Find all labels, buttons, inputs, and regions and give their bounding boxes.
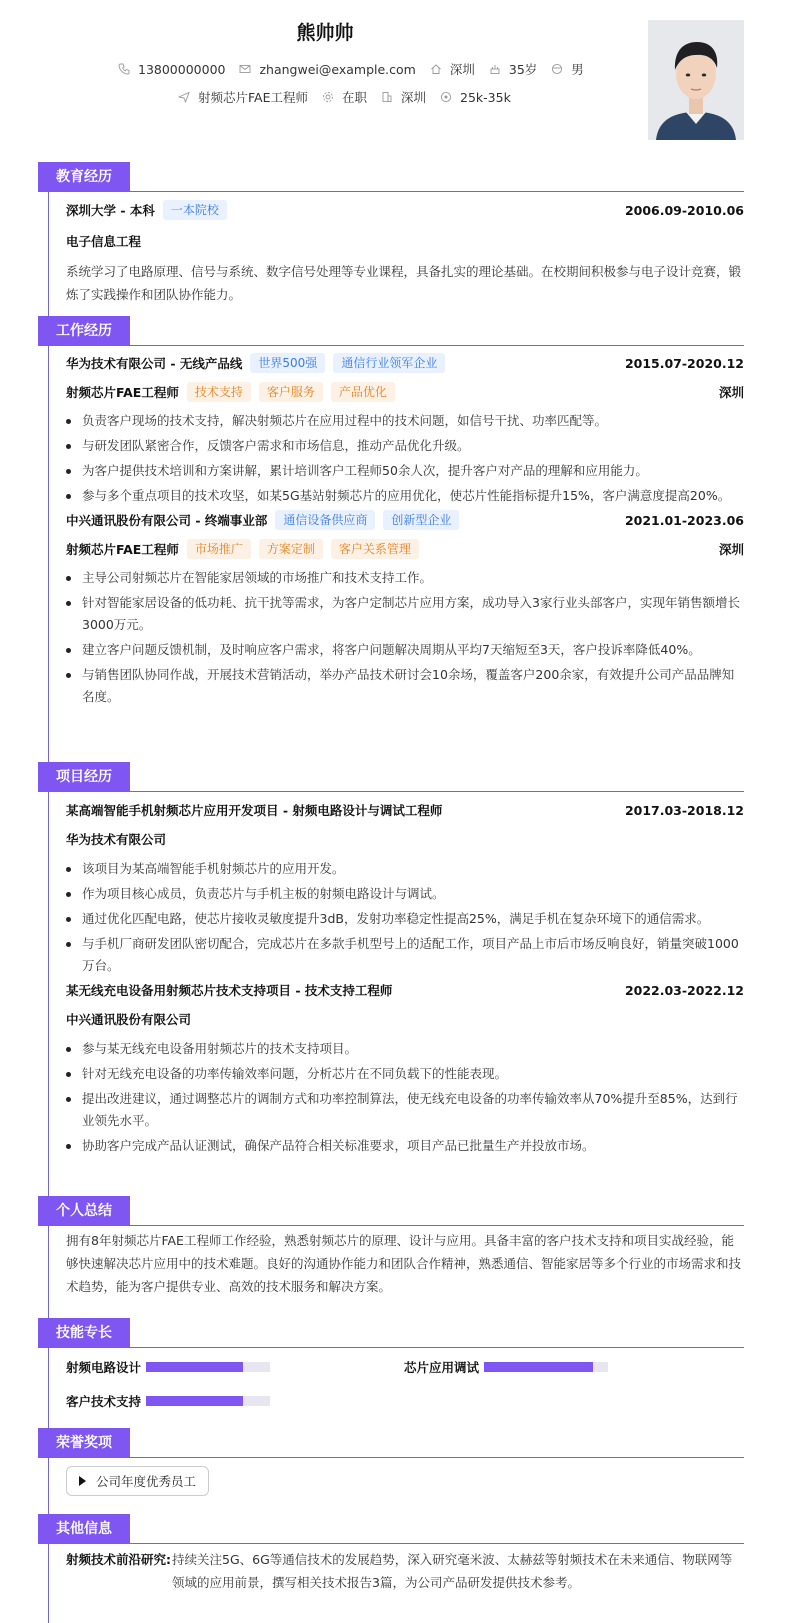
other-title: 其他信息 [38,1514,130,1544]
education-title: 教育经历 [38,162,130,192]
skills-section [38,1318,744,1428]
projects-content [38,792,744,1157]
education-desc: 系统学习了电路原理、信号与系统、数字信号处理等专业课程，具备扎实的理论基础。在校期间积极参与电子设计竞赛，锻炼了实践操作和团队协作能力。 [66,264,742,302]
email-text: zhangwei@example.com [259,61,416,77]
job-city: 深圳 [718,542,744,557]
job-city: 深圳 [718,385,744,400]
age-text: 35岁 [508,62,538,77]
skill-item [404,1358,734,1376]
skill-name: 射频电路设计 [66,1360,142,1375]
play-icon [79,1476,86,1486]
skill-fill [484,1362,593,1372]
salary-text: 25k-35k [460,89,511,105]
list-item: 建立客户问题反馈机制，及时响应客户需求，将客户问题解决周期从平均7天缩短至3天，客户投诉率降低40%。 [66,639,744,661]
building-icon [381,91,393,103]
awards-section [38,1428,744,1496]
job-company-row [66,510,744,530]
home-icon [430,63,442,75]
list-item: 协助客户完成产品认证测试，确保产品符合相关标准要求，项目产品已批量生产并投放市场。 [66,1135,744,1157]
section-divider [130,191,744,192]
skill-bar [484,1362,608,1372]
mail-icon [239,63,251,75]
project-title-row [66,980,744,1000]
other-text: 持续关注5G、6G等通信技术的发展趋势，深入研究毫米波、太赫兹等射频技术在未来通信、物联网等领域的应用前景，撰写相关技术报告3篇，为公司产品研发提供技术参考。 [172,1552,733,1590]
target-city-text: 深圳 [401,90,427,105]
list-item: 与销售团队协同作战，开展技术营销活动，举办产品技术研讨会10余场，覆盖客户200余家，有效提升公司产品品牌知名度。 [66,664,744,708]
list-item: 与研发团队紧密合作，反馈客户需求和市场信息，推动产品优化升级。 [66,435,744,457]
job-company-row [66,353,744,373]
list-item: 为客户提供技术培训和方案讲解，累计培训客户工程师50余人次，提升客户对产品的理解和应用能力。 [66,460,744,482]
target-job-text: 射频芯片FAE工程师 [198,90,308,105]
awards-title: 荣誉奖项 [38,1428,130,1458]
skill-item [66,1392,396,1410]
phone-item [118,62,225,77]
skill-name: 芯片应用调试 [404,1360,480,1375]
education-content [38,192,744,306]
section-divider [130,345,744,346]
project-title: 某高端智能手机射频芯片应用开发项目 - 射频电路设计与调试工程师 [66,803,443,818]
candidate-name: 熊帅帅 [296,22,354,44]
list-item: 该项目为某高端智能手机射频芯片的应用开发。 [66,858,744,880]
projects-section [38,762,744,1160]
project-date: 2017.03-2018.12 [624,802,744,818]
list-item: 针对无线充电设备的功率传输效率问题，分析芯片在不同负载下的性能表现。 [66,1063,744,1085]
other-section [38,1514,744,1594]
project-title-row [66,800,744,820]
section-divider [130,791,744,792]
list-item: 与手机厂商研发团队密切配合，完成芯片在多款手机型号上的适配工作，项目产品上市后市场反响良好，销量突破1000万台。 [66,933,744,977]
user-icon [551,63,563,75]
section-divider [130,1543,744,1544]
summary-title: 个人总结 [38,1196,130,1226]
list-item: 针对智能家居设备的低功耗、抗干扰等需求，为客户定制芯片应用方案，成功导入3家行业头部客户，实现年销售额增长3000万元。 [66,592,744,636]
cake-icon [489,63,501,75]
projects-title: 项目经历 [38,762,130,792]
skill-bar [146,1362,270,1372]
skills-content [38,1348,744,1428]
other-header [38,1514,744,1544]
target-job-item [178,88,308,106]
salary-item [440,90,511,105]
gender-text: 男 [571,62,584,77]
summary-section [38,1196,744,1298]
list-item: 主导公司射频芯片在智能家居领域的市场推广和技术支持工作。 [66,567,744,589]
coin-icon [440,91,452,103]
list-item: 通过优化匹配电路，使芯片接收灵敏度提升3dB，发射功率稳定性提高25%，满足手机在复杂环境下的通信需求。 [66,908,744,930]
section-divider [130,1457,744,1458]
company-tag: 通信行业领军企业 [333,353,445,373]
role-tag: 客户关系管理 [331,539,419,559]
section-divider [130,1225,744,1226]
major-name: 电子信息工程 [66,234,142,249]
education-row [66,200,744,220]
education-header [38,162,744,192]
project-date: 2022.03-2022.12 [624,982,744,998]
city-item [430,60,475,78]
avatar-illustration [648,20,744,140]
phone-text: 13800000000 [138,61,226,77]
job-bullets [66,410,744,507]
school-tag: 一本院校 [163,200,227,220]
project-bullets [66,858,744,977]
work-header [38,316,744,346]
skills-header [38,1318,744,1348]
company-tag: 创新型企业 [383,510,459,530]
skills-title: 技能专长 [38,1318,130,1348]
project-bullets [66,1038,744,1157]
job-role: 射频芯片FAE工程师 [66,385,179,400]
other-label: 射频技术前沿研究: [66,1552,171,1567]
list-item: 参与多个重点项目的技术攻坚，如某5G基站射频芯片的应用优化，使芯片性能指标提升15%，客户满意度提高20%。 [66,485,744,507]
role-tag: 产品优化 [331,382,395,402]
gear-icon [322,91,334,103]
job-role-row [66,539,744,559]
awards-header [38,1428,744,1458]
role-tag: 客户服务 [259,382,323,402]
summary-content [38,1226,744,1298]
school-name: 深圳大学 - 本科 [66,203,155,218]
job-company: 华为技术有限公司 - 无线产品线 [66,356,243,371]
job-company: 中兴通讯股份有限公司 - 终端事业部 [66,513,268,528]
send-icon [178,91,190,103]
phone-icon [118,63,130,75]
work-content [38,346,744,708]
contact-row [118,60,598,78]
email-item [239,62,415,77]
target-city-item [381,88,426,106]
age-item [489,60,537,78]
project-title: 某无线充电设备用射频芯片技术支持项目 - 技术支持工程师 [66,983,393,998]
profile-photo [648,20,744,140]
summary-header [38,1196,744,1226]
company-tag: 世界500强 [250,353,325,373]
gender-item [551,60,584,78]
projects-header [38,762,744,792]
other-content [38,1544,744,1594]
skill-name: 客户技术支持 [66,1394,142,1409]
job-bullets [66,567,744,708]
work-section [38,316,744,711]
intention-row [178,88,525,106]
awards-content [38,1458,744,1496]
role-tag: 方案定制 [259,539,323,559]
summary-text: 拥有8年射频芯片FAE工程师工作经验，熟悉射频芯片的原理、设计与应用。具备丰富的客户技术支持和项目实战经验，能够快速解决芯片应用中的技术难题。良好的沟通协作能力和团队合作精神，熟悉通信、智能家居等多个行业的市场需求和技术趋势，能为客户提供专业、高效的技术服务和解决方案。 [66,1233,742,1294]
list-item: 参与某无线充电设备用射频芯片的技术支持项目。 [66,1038,744,1060]
resume-header [0,0,794,150]
job-role: 射频芯片FAE工程师 [66,542,179,557]
job-date: 2015.07-2020.12 [624,355,744,371]
skill-item [66,1358,396,1376]
award-item [66,1466,209,1496]
city-text: 深圳 [449,62,475,77]
role-tag: 技术支持 [187,382,251,402]
job-role-row [66,382,744,402]
list-item: 负责客户现场的技术支持，解决射频芯片在应用过程中的技术问题，如信号干扰、功率匹配等。 [66,410,744,432]
skill-fill [146,1362,243,1372]
project-company: 华为技术有限公司 [66,832,167,847]
education-section [38,162,744,306]
job-date: 2021.01-2023.06 [624,512,744,528]
work-title: 工作经历 [38,316,130,346]
skill-fill [146,1396,243,1406]
list-item: 作为项目核心成员，负责芯片与手机主板的射频电路设计与调试。 [66,883,744,905]
education-date: 2006.09-2010.06 [624,202,744,218]
list-item: 提出改进建议，通过调整芯片的调制方式和功率控制算法，使无线充电设备的功率传输效率从70%提升至85%，达到行业领先水平。 [66,1088,744,1132]
company-tag: 通信设备供应商 [275,510,375,530]
project-company: 中兴通讯股份有限公司 [66,1012,192,1027]
role-tag: 市场推广 [187,539,251,559]
status-item [322,88,367,106]
award-text: 公司年度优秀员工 [96,1474,197,1489]
skill-bar [146,1396,270,1406]
status-text: 在职 [342,90,368,105]
